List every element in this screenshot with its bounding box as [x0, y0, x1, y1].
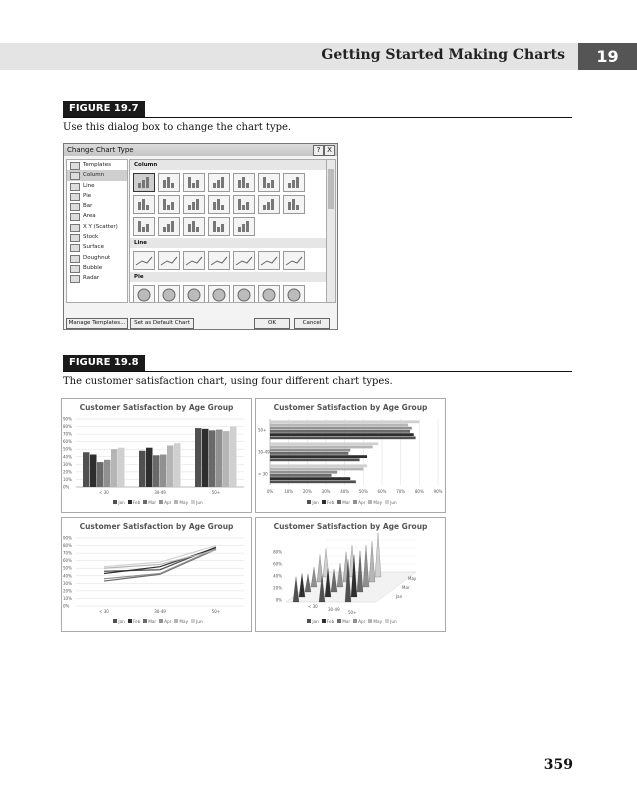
- y-tick-label: 20%: [63, 588, 72, 594]
- chart-title: Customer Satisfaction by Age Group: [273, 522, 428, 531]
- legend-swatch: [353, 619, 357, 623]
- y-tick-label: 90%: [63, 416, 72, 422]
- x-tick-label: 60%: [377, 489, 387, 494]
- legend-swatch: [128, 500, 132, 504]
- legend-entry: Jun: [390, 619, 397, 624]
- legend-entry: Feb: [326, 500, 335, 505]
- figure-label: FIGURE 19.8: [63, 355, 145, 371]
- legend-swatch: [385, 619, 389, 623]
- bar: [270, 433, 414, 436]
- chart-category-templates[interactable]: [67, 160, 127, 170]
- legend-entry: Mar: [148, 500, 157, 505]
- bar: [270, 424, 408, 427]
- chart-subtype-tile[interactable]: [208, 217, 230, 236]
- bar: [270, 446, 373, 449]
- bar: [160, 455, 167, 487]
- bar: [202, 429, 209, 487]
- y-tick-label: 70%: [63, 550, 72, 556]
- y-tick-label: 30%: [63, 461, 72, 467]
- chart-type-icon: [70, 183, 80, 191]
- chart-subtype-tile[interactable]: [258, 173, 280, 192]
- chart-subtype-tile[interactable]: [258, 285, 280, 303]
- x-tick-label: 50+: [211, 609, 221, 614]
- x-tick-label: 30-49: [154, 490, 166, 495]
- bar: [270, 430, 410, 433]
- line-chart: [61, 517, 252, 632]
- chart-subtype-tile[interactable]: [283, 195, 305, 214]
- bar: [83, 452, 90, 487]
- dialog-title: Change Chart Type: [67, 146, 134, 154]
- figure-caption: The customer satisfaction chart, using four different chart types.: [63, 376, 393, 387]
- y-tick-label: < 30: [258, 471, 268, 477]
- category-label: Surface: [83, 244, 104, 251]
- chart-subtype-tile[interactable]: [158, 195, 180, 214]
- page-number: 359: [543, 757, 573, 773]
- chart-subtype-tile[interactable]: [183, 173, 205, 192]
- legend-entry: May: [373, 619, 383, 624]
- chart-subtype-tile[interactable]: [158, 217, 180, 236]
- x-tick-label: 30%: [321, 489, 331, 494]
- bar: [270, 442, 378, 445]
- legend-swatch: [337, 500, 341, 504]
- y-tick-label: 60%: [63, 558, 72, 564]
- bar: [230, 427, 237, 487]
- chart-subtype-tile[interactable]: [283, 285, 305, 303]
- y-tick-label: 0%: [63, 603, 70, 609]
- gallery-group-header: Line: [130, 238, 326, 248]
- legend-entry: Feb: [326, 619, 335, 624]
- legend-entry: Feb: [132, 619, 141, 624]
- legend-entry: May: [179, 500, 189, 505]
- y-tick-label: 0%: [63, 484, 70, 490]
- x-tick-label: < 30: [99, 490, 109, 495]
- help-icon[interactable]: ?: [313, 145, 324, 156]
- chart-category-bubble[interactable]: [67, 263, 127, 273]
- chart-type-icon: [70, 234, 80, 242]
- bar: [167, 445, 174, 487]
- category-label: Pie: [83, 192, 92, 199]
- legend-swatch: [113, 500, 117, 504]
- chart-category-line[interactable]: [67, 181, 127, 191]
- bar: [223, 431, 230, 487]
- chart-category-column[interactable]: [67, 170, 127, 180]
- chart-category-list: [66, 159, 128, 303]
- legend-entry: Apr: [358, 500, 366, 505]
- bar: [111, 449, 118, 487]
- chart-subtype-tile[interactable]: [208, 285, 230, 303]
- bar: [270, 464, 367, 467]
- chart-category-area[interactable]: [67, 211, 127, 221]
- legend-swatch: [174, 619, 178, 623]
- legend-swatch: [322, 619, 326, 623]
- legend-entry: Jan: [118, 619, 125, 624]
- x-tick-label: 30-49: [328, 607, 340, 612]
- manage-templates-button[interactable]: Manage Templates...: [66, 318, 128, 329]
- horizontal-bar-chart: [255, 398, 446, 513]
- x-tick-label: < 30: [99, 609, 109, 614]
- chart-subtype-tile[interactable]: [133, 173, 155, 192]
- chart-subtype-tile[interactable]: [233, 173, 255, 192]
- set-default-chart-button[interactable]: Set as Default Chart: [130, 318, 194, 329]
- y-tick-label: 30-49: [258, 449, 270, 455]
- bar: [270, 458, 360, 461]
- gallery-group-header: Pie: [130, 272, 326, 282]
- bar: [104, 460, 111, 487]
- legend-entry: Jan: [312, 619, 319, 624]
- chart-title: Customer Satisfaction by Age Group: [79, 522, 234, 531]
- legend-swatch: [322, 500, 326, 504]
- chart-legend: [62, 500, 251, 505]
- cone: [293, 577, 299, 602]
- category-label: Templates: [83, 162, 111, 168]
- ok-button[interactable]: OK: [254, 318, 290, 329]
- chart-type-icon: [70, 203, 80, 211]
- y-tick-label: 30%: [63, 580, 72, 586]
- legend-swatch: [385, 500, 389, 504]
- figure-rule: [63, 117, 572, 118]
- legend-entry: Apr: [164, 619, 172, 624]
- chart-category-doughnut[interactable]: [67, 253, 127, 263]
- bar: [195, 428, 202, 487]
- y-tick-label: 20%: [63, 469, 72, 475]
- legend-swatch: [353, 500, 357, 504]
- chart-legend: [62, 619, 251, 624]
- column-chart: [61, 398, 252, 513]
- z-tick-label: 20%: [273, 585, 282, 591]
- category-label: Column: [83, 172, 105, 179]
- change-chart-type-dialog: [63, 143, 338, 330]
- chart-type-icon: [70, 255, 80, 263]
- chapter-number-badge: 19: [578, 43, 637, 70]
- x-tick-label: 40%: [340, 489, 350, 494]
- z-tick-label: 40%: [273, 573, 282, 579]
- legend-entry: Apr: [358, 619, 366, 624]
- depth-tick-label: Jan: [396, 594, 403, 599]
- depth-tick-label: May: [408, 576, 417, 581]
- chart-subtype-tile[interactable]: [208, 195, 230, 214]
- chart-legend: [256, 500, 445, 505]
- bar: [270, 449, 350, 452]
- chart-category-bar[interactable]: [67, 201, 127, 211]
- chart-subtype-tile[interactable]: [158, 173, 180, 192]
- legend-swatch: [191, 619, 195, 623]
- legend-swatch: [159, 500, 163, 504]
- z-tick-label: 0%: [275, 597, 282, 603]
- bar: [146, 448, 153, 487]
- chart-type-icon: [70, 265, 80, 273]
- category-label: Bubble: [83, 264, 103, 271]
- category-label: Stock: [83, 234, 99, 241]
- 3d-cone-chart: [255, 517, 446, 632]
- legend-entry: Mar: [342, 500, 351, 505]
- chart-type-icon: [70, 213, 80, 221]
- x-tick-label: 80%: [414, 489, 424, 494]
- x-tick-label: 10%: [284, 489, 294, 494]
- cone: [299, 573, 305, 597]
- chart-subtype-tile[interactable]: [133, 251, 155, 270]
- bar: [153, 455, 160, 487]
- chart-category-surface[interactable]: [67, 242, 127, 252]
- category-label: Radar: [83, 275, 100, 282]
- y-tick-label: 40%: [63, 454, 72, 460]
- x-tick-label: 0%: [266, 489, 274, 494]
- chart-subtype-tile[interactable]: [133, 285, 155, 303]
- y-tick-label: 90%: [63, 535, 72, 541]
- legend-entry: Jan: [312, 500, 319, 505]
- bar: [270, 436, 416, 439]
- y-tick-label: 50%: [63, 446, 72, 452]
- chart-subtype-tile[interactable]: [183, 285, 205, 303]
- z-tick-label: 80%: [273, 549, 282, 555]
- bar: [209, 430, 216, 487]
- gallery-scrollbar[interactable]: [326, 159, 336, 303]
- legend-swatch: [174, 500, 178, 504]
- cone: [375, 533, 381, 577]
- legend-swatch: [143, 500, 147, 504]
- chart-type-icon: [70, 162, 80, 170]
- chart-legend: [256, 619, 445, 624]
- category-label: Area: [83, 213, 96, 220]
- bar: [270, 474, 332, 477]
- legend-swatch: [337, 619, 341, 623]
- legend-entry: Feb: [132, 500, 141, 505]
- legend-swatch: [159, 619, 163, 623]
- chart-subtype-tile[interactable]: [258, 251, 280, 270]
- z-tick-label: 60%: [273, 561, 282, 567]
- chart-subtype-tile[interactable]: [158, 251, 180, 270]
- cone: [305, 574, 311, 592]
- chart-subtype-tile[interactable]: [183, 217, 205, 236]
- category-label: X Y (Scatter): [83, 223, 118, 230]
- chart-subtype-tile[interactable]: [233, 195, 255, 214]
- chart-subtype-tile[interactable]: [158, 285, 180, 303]
- chart-subtype-tile[interactable]: [283, 251, 305, 270]
- x-tick-label: 50%: [358, 489, 368, 494]
- chart-type-icon: [70, 275, 80, 283]
- chart-category-radar[interactable]: [67, 273, 127, 283]
- chart-type-icon: [70, 193, 80, 201]
- x-tick-label: 20%: [302, 489, 312, 494]
- legend-swatch: [368, 619, 372, 623]
- y-tick-label: 70%: [63, 431, 72, 437]
- legend-swatch: [307, 619, 311, 623]
- chart-type-icon: [70, 244, 80, 252]
- bar: [118, 448, 125, 487]
- legend-entry: Jun: [390, 500, 397, 505]
- legend-swatch: [191, 500, 195, 504]
- bar: [270, 420, 419, 423]
- bar: [216, 430, 223, 487]
- cone: [311, 567, 317, 587]
- running-header-title: Getting Started Making Charts: [321, 47, 565, 63]
- chart-subtype-tile[interactable]: [133, 195, 155, 214]
- y-tick-label: 50%: [63, 565, 72, 571]
- figure-label: FIGURE 19.7: [63, 101, 145, 117]
- chart-subtype-tile[interactable]: [133, 217, 155, 236]
- x-tick-label: 70%: [396, 489, 406, 494]
- legend-swatch: [368, 500, 372, 504]
- legend-entry: Jan: [118, 500, 125, 505]
- legend-swatch: [143, 619, 147, 623]
- bar: [97, 462, 104, 487]
- chart-type-icon: [70, 224, 80, 232]
- cone: [363, 545, 369, 587]
- cone: [357, 551, 363, 592]
- gallery-group-header: Column: [130, 160, 326, 170]
- depth-tick-label: Mar: [402, 585, 410, 590]
- legend-swatch: [113, 619, 117, 623]
- figure-caption: Use this dialog box to change the chart type.: [63, 122, 292, 133]
- legend-entry: Mar: [148, 619, 157, 624]
- chart-subtype-tile[interactable]: [233, 251, 255, 270]
- bar: [270, 455, 367, 458]
- chart-title: Customer Satisfaction by Age Group: [273, 403, 428, 412]
- bar: [139, 451, 146, 487]
- chart-category-stock[interactable]: [67, 232, 127, 242]
- cancel-button[interactable]: Cancel: [294, 318, 330, 329]
- bar: [270, 480, 356, 483]
- chart-subtype-tile[interactable]: [258, 195, 280, 214]
- bar: [270, 477, 350, 480]
- y-tick-label: 60%: [63, 439, 72, 445]
- chart-subtype-tile[interactable]: [233, 285, 255, 303]
- chart-category-x-y-scatter[interactable]: [67, 222, 127, 232]
- legend-entry: May: [373, 500, 383, 505]
- x-tick-label: 50+: [348, 610, 357, 615]
- chart-subtype-gallery: [129, 159, 327, 303]
- close-icon[interactable]: X: [324, 145, 335, 156]
- legend-entry: Jun: [196, 619, 203, 624]
- x-tick-label: 90%: [433, 489, 443, 494]
- bar: [174, 443, 181, 487]
- cone: [369, 541, 375, 582]
- chart-title: Customer Satisfaction by Age Group: [79, 403, 234, 412]
- chart-subtype-tile[interactable]: [208, 251, 230, 270]
- chart-type-icon: [70, 172, 80, 180]
- y-tick-label: 80%: [63, 543, 72, 549]
- chart-subtype-tile[interactable]: [283, 173, 305, 192]
- bar: [270, 471, 337, 474]
- y-tick-label: 40%: [63, 573, 72, 579]
- x-tick-label: < 30: [308, 604, 318, 609]
- y-tick-label: 50+: [258, 427, 267, 433]
- legend-entry: Apr: [164, 500, 172, 505]
- figure-rule: [63, 371, 572, 372]
- chart-subtype-tile[interactable]: [233, 217, 255, 236]
- y-tick-label: 10%: [63, 595, 72, 601]
- x-tick-label: 30-49: [154, 609, 166, 614]
- category-label: Line: [83, 182, 95, 189]
- chart-category-pie[interactable]: [67, 191, 127, 201]
- legend-swatch: [128, 619, 132, 623]
- legend-swatch: [307, 500, 311, 504]
- bar: [270, 468, 363, 471]
- legend-entry: Mar: [342, 619, 351, 624]
- bar: [270, 427, 412, 430]
- bar: [270, 452, 348, 455]
- legend-entry: Jun: [196, 500, 203, 505]
- y-tick-label: 80%: [63, 424, 72, 430]
- chart-subtype-tile[interactable]: [208, 173, 230, 192]
- category-label: Doughnut: [83, 254, 111, 261]
- y-tick-label: 10%: [63, 476, 72, 482]
- x-tick-label: 50+: [211, 490, 221, 495]
- legend-entry: May: [179, 619, 189, 624]
- category-label: Bar: [83, 203, 93, 210]
- scrollbar-thumb[interactable]: [328, 169, 334, 209]
- dialog-title-bar: [64, 144, 337, 156]
- bar: [90, 455, 97, 487]
- chart-subtype-tile[interactable]: [183, 251, 205, 270]
- chart-subtype-tile[interactable]: [183, 195, 205, 214]
